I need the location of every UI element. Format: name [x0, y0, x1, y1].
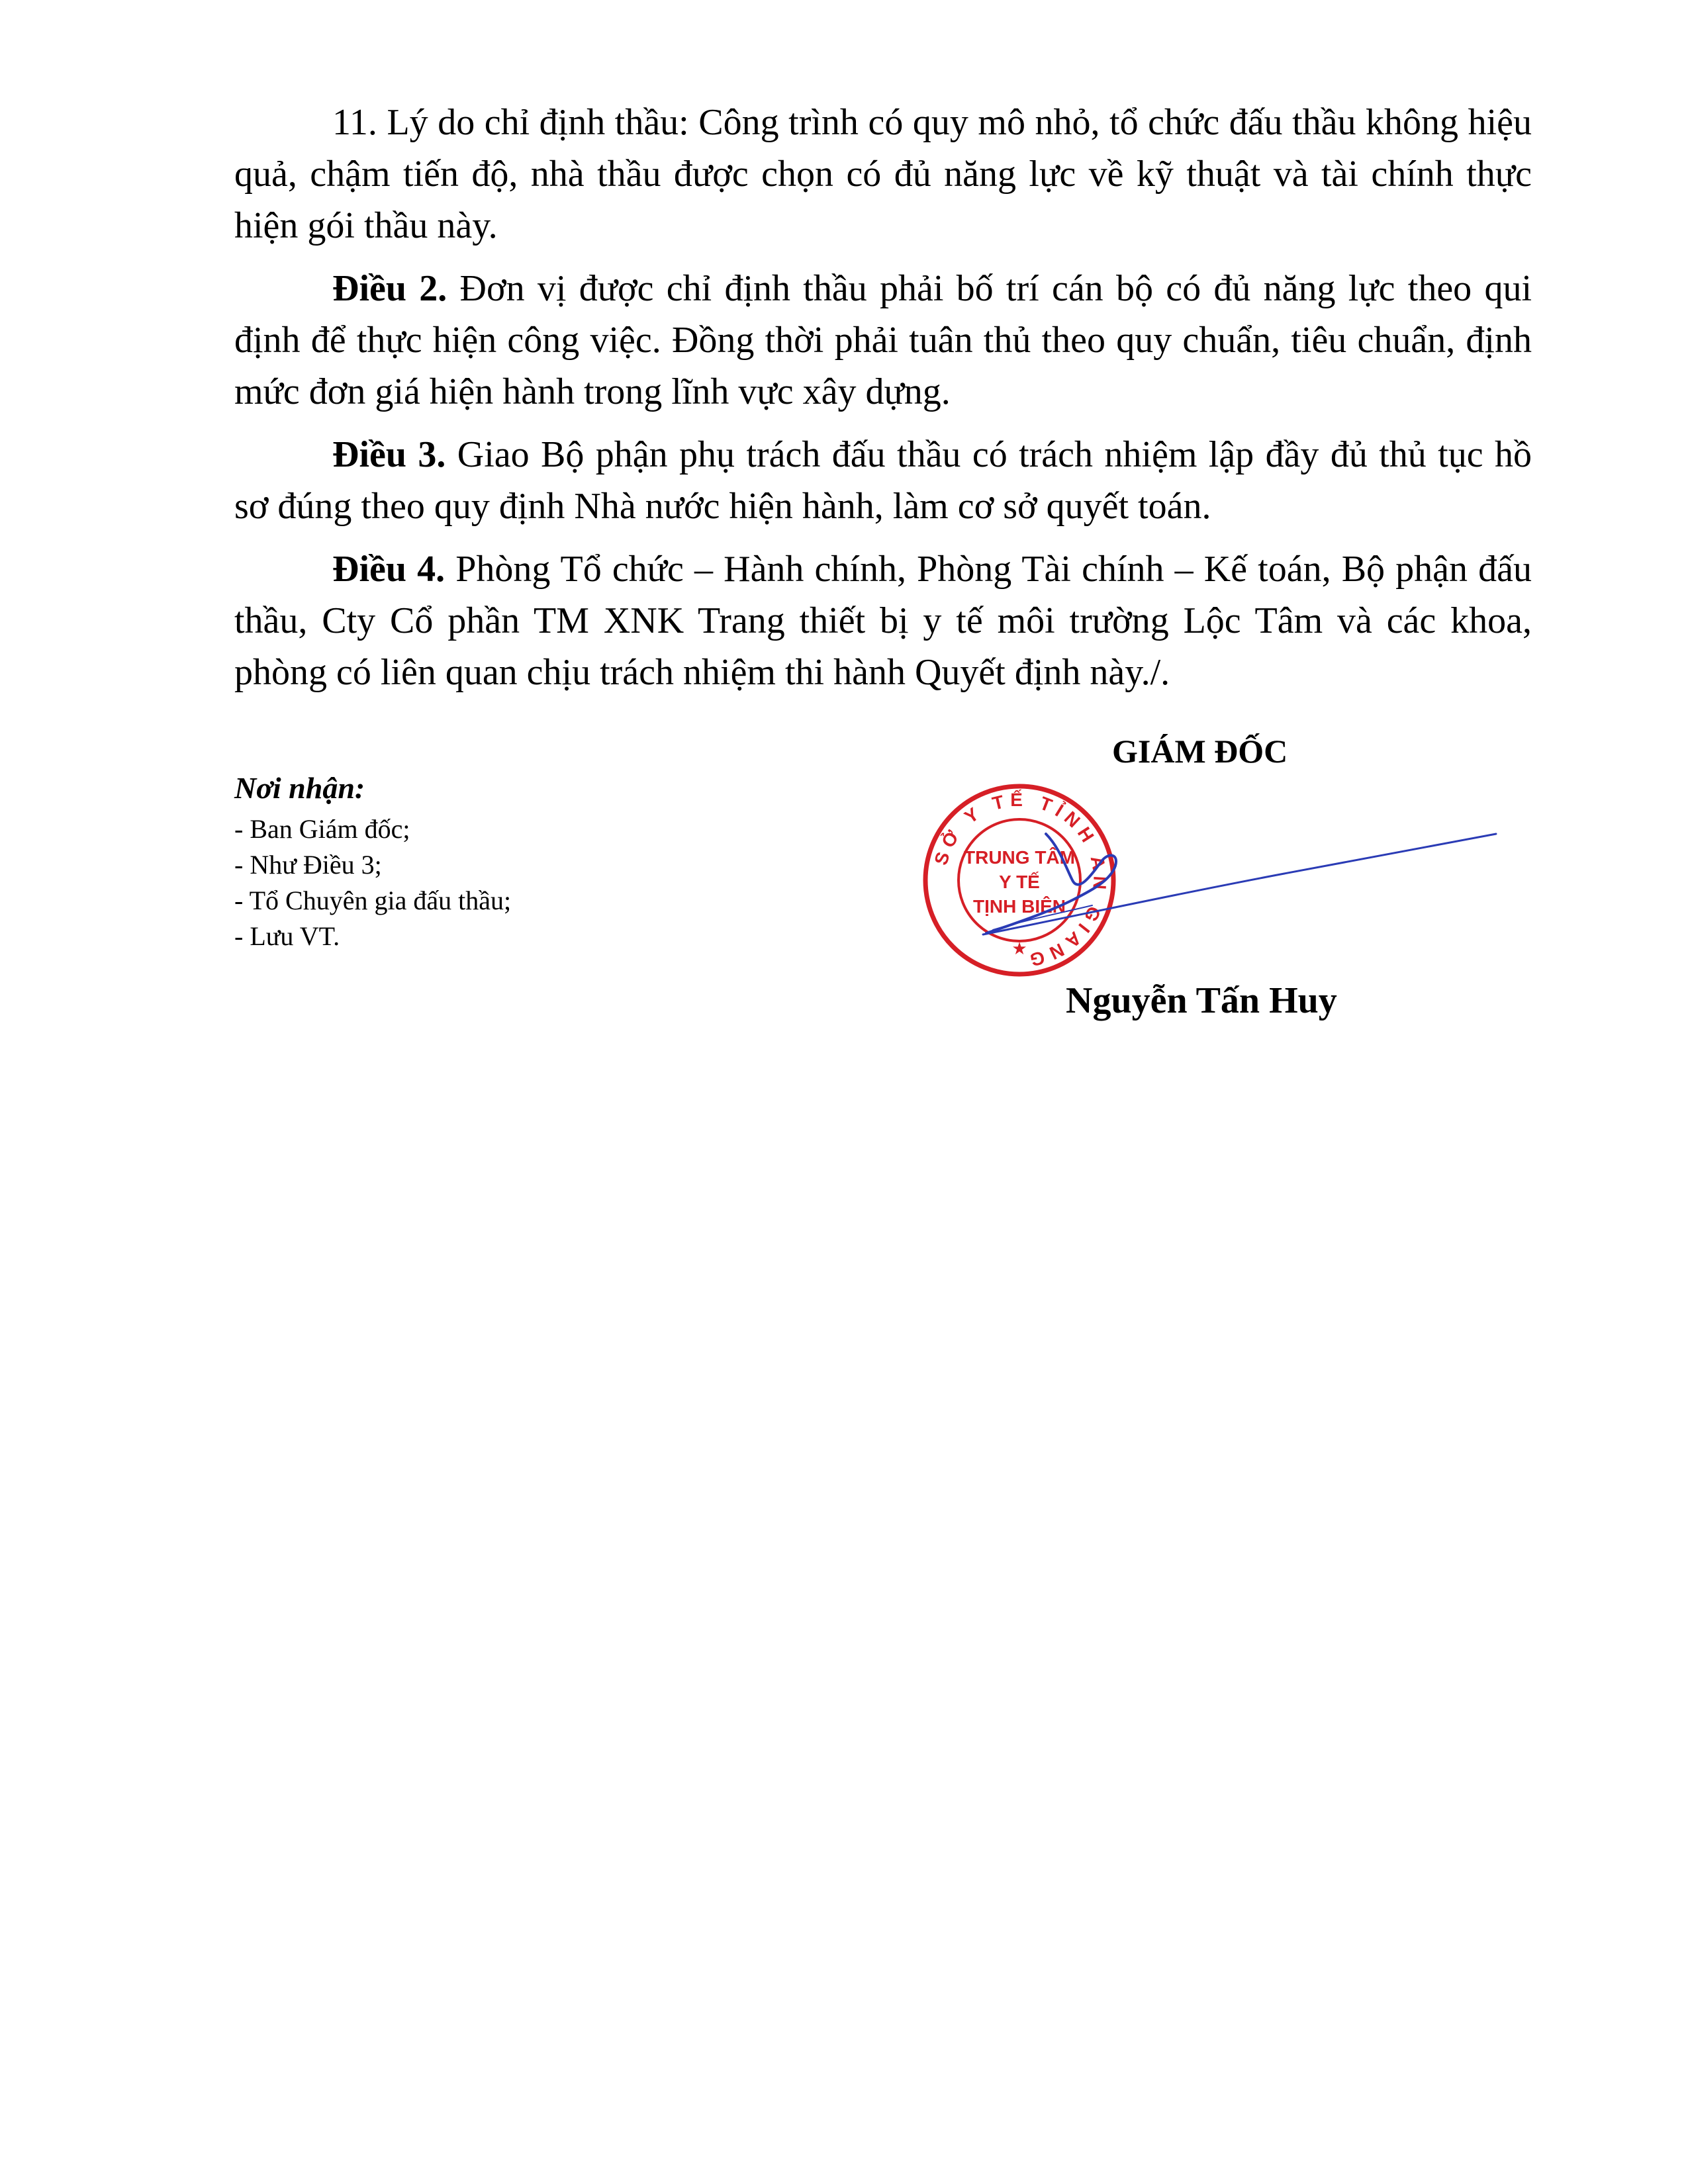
handwritten-signature-icon: [966, 807, 1516, 953]
signer-name: Nguyễn Tấn Huy: [1066, 980, 1337, 1021]
seal-center-line-2: Y TẾ: [999, 872, 1040, 892]
article-4-text: Phòng Tổ chức – Hành chính, Phòng Tài chính – Kế toán, Bộ phận đấu thầu, Cty Cổ phần TM XNK Trang thiết bị y tế môi trường Lộc Tâm và các khoa, phòng có liên quan chịu trách nhiệm thi hành Quyết định này./.: [234, 549, 1532, 693]
recipient-item: - Lưu VT.: [234, 921, 340, 951]
clause-11: [234, 97, 1532, 251]
article-4: [234, 543, 1532, 698]
article-2-label: Điều 2.: [332, 268, 447, 309]
seal-center-line-3: TỊNH BIÊN: [973, 896, 1066, 917]
recipients-list: [234, 811, 830, 954]
article-2-text: Đơn vị được chỉ định thầu phải bố trí cán bộ có đủ năng lực theo qui định để thực hiện công việc. Đồng thời phải tuân thủ theo quy chuẩn, tiêu chuẩn, định mức đơn giá hiện hành trong lĩnh vực xây dựng.: [234, 268, 1532, 412]
article-2: [234, 263, 1532, 418]
recipients-block: [234, 768, 830, 954]
seal-ring-text: SỞ Y TẾ TỈNH AN GIANG: [930, 789, 1111, 972]
recipients-title: Nơi nhận:: [234, 771, 365, 805]
recipient-item: - Như Điều 3;: [234, 850, 382, 880]
decision-body: [234, 97, 1532, 709]
article-3-label: Điều 3.: [332, 434, 446, 475]
seal-star: ★: [1011, 939, 1027, 958]
signature-block: [880, 721, 1542, 1032]
clause-11-text: 11. Lý do chỉ định thầu: Công trình có quy mô nhỏ, tổ chức đấu thầu không hiệu quả, chậm tiến độ, nhà thầu được chọn có đủ năng lực về kỹ thuật và tài chính thực hiện gói thầu này.: [234, 102, 1532, 246]
article-3: [234, 429, 1532, 532]
article-4-label: Điều 4.: [332, 549, 445, 590]
signer-title: GIÁM ĐỐC: [1112, 733, 1288, 770]
seal-center-line-1: TRUNG TÂM: [964, 847, 1075, 868]
article-3-text: Giao Bộ phận phụ trách đấu thầu có trách nhiệm lập đầy đủ thủ tục hồ sơ đúng theo quy định Nhà nước hiện hành, làm cơ sở quyết toán.: [234, 434, 1532, 527]
recipient-item: - Tổ Chuyên gia đấu thầu;: [234, 886, 512, 915]
recipient-item: - Ban Giám đốc;: [234, 814, 410, 844]
